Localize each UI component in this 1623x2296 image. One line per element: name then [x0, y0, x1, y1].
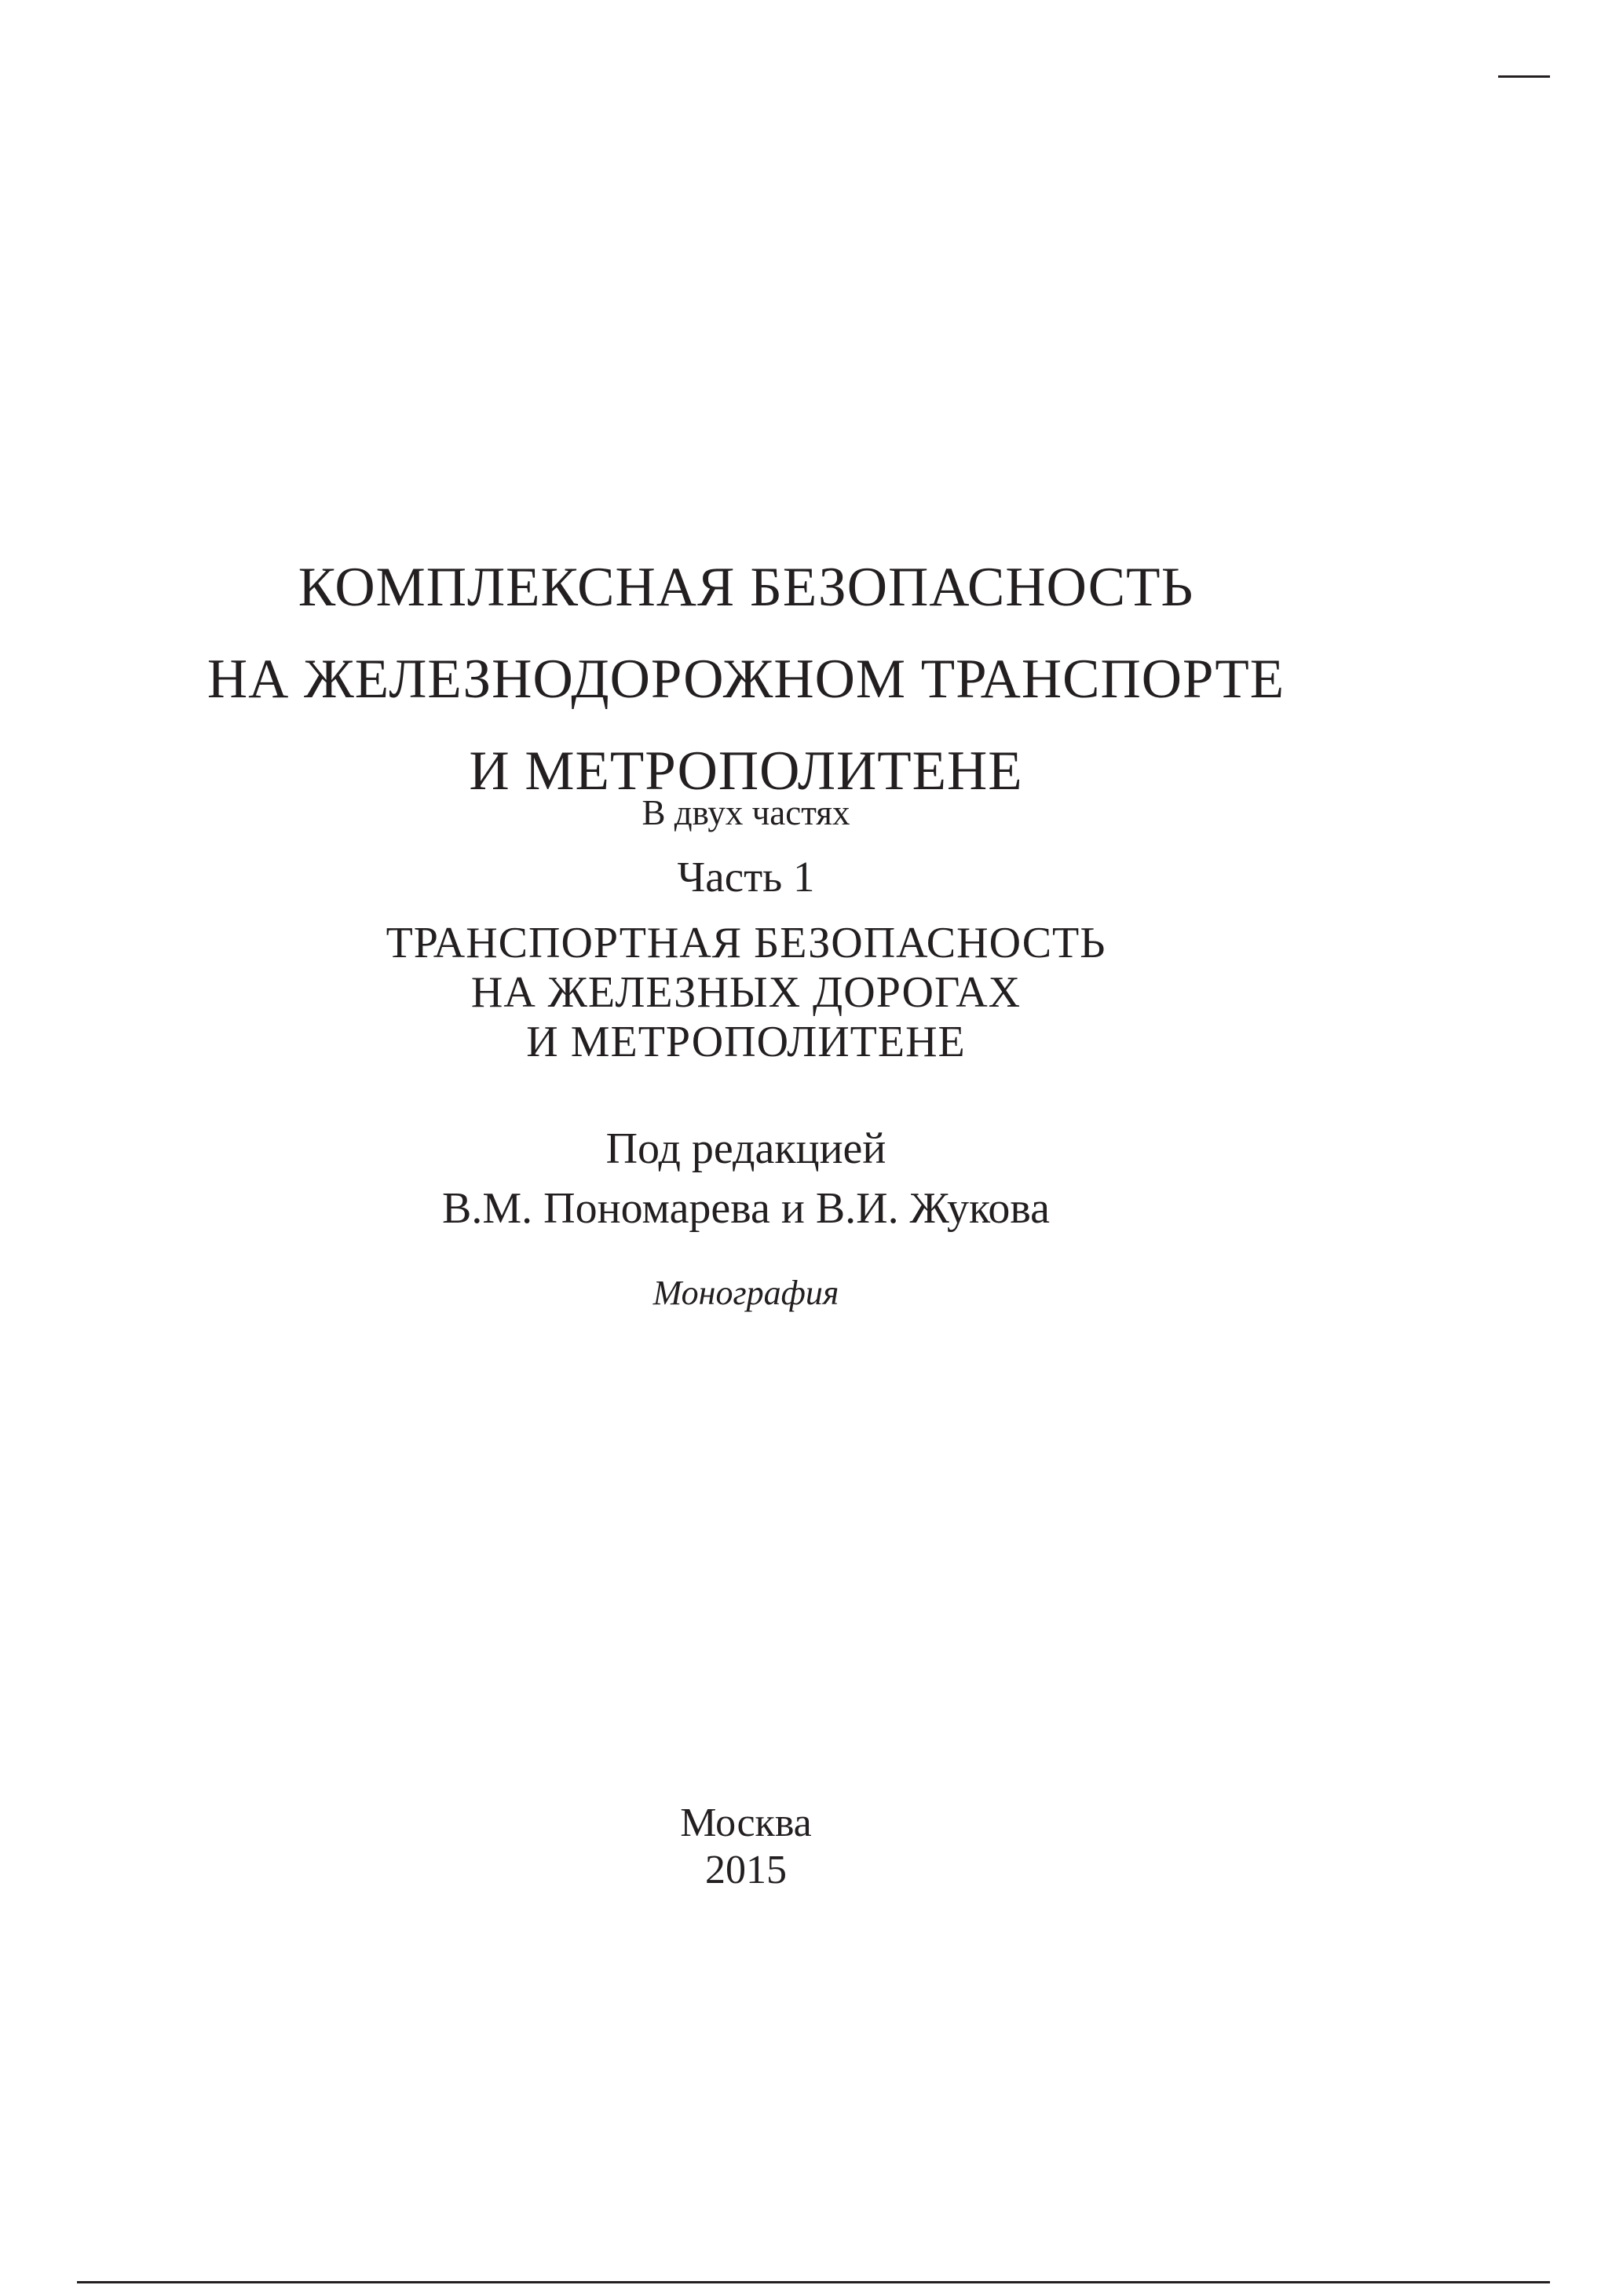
part-label-text: Часть 1 [677, 853, 815, 901]
main-title-line-2: НА ЖЕЛЕЗНОДОРОЖНОМ ТРАНСПОРТЕ [207, 649, 1285, 710]
part-title-line-2: НА ЖЕЛЕЗНЫХ ДОРОГАХ [470, 968, 1022, 1017]
genre [110, 1270, 1382, 1317]
part-title-line-1: ТРАНСПОРТНАЯ БЕЗОПАСНОСТЬ [386, 919, 1106, 967]
genre-text: Монография [652, 1274, 839, 1312]
part-label [110, 850, 1382, 905]
editors [110, 1119, 1382, 1238]
parts-note-text: В двух частях [642, 793, 850, 832]
main-title [110, 542, 1382, 817]
part-title-line-3: И МЕТРОПОЛИТЕНЕ [526, 1018, 966, 1066]
parts-note [110, 789, 1382, 836]
part-title [110, 919, 1382, 1067]
top-rule [1498, 75, 1550, 78]
imprint-city: Москва [680, 1801, 812, 1845]
editors-label: Под редакцией [605, 1124, 886, 1173]
editors-names: В.М. Пономарева и В.И. Жукова [442, 1184, 1050, 1233]
main-title-line-1: КОМПЛЕКСНАЯ БЕЗОПАСНОСТЬ [298, 557, 1194, 618]
bottom-rule [77, 2281, 1550, 2283]
main-title-line-3: И МЕТРОПОЛИТЕНЕ [469, 740, 1023, 802]
imprint-year: 2015 [705, 1848, 787, 1892]
imprint [110, 1800, 1382, 1894]
